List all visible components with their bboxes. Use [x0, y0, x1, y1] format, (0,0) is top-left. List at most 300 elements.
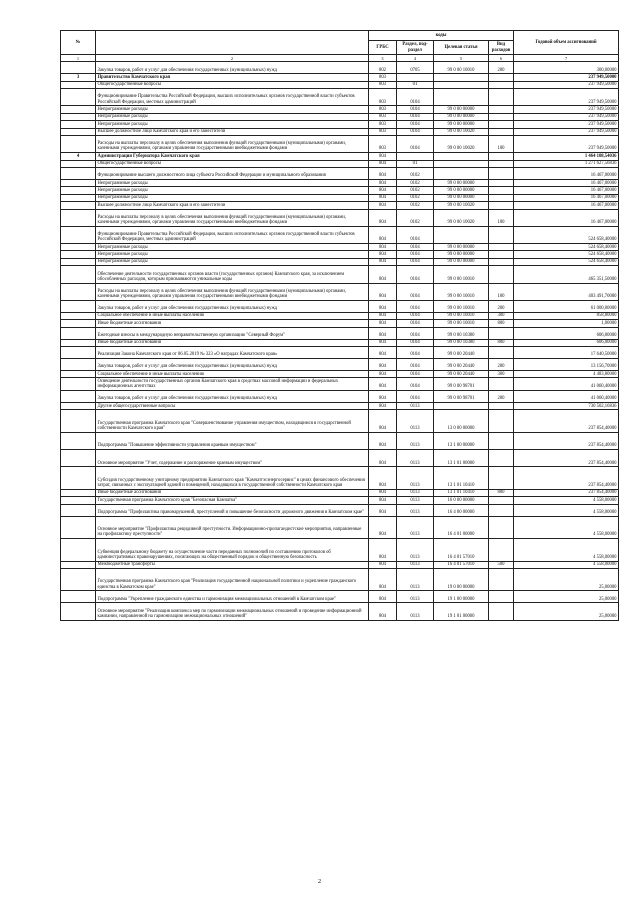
row-type — [489, 202, 514, 209]
row-name: Функционирование высшего должностного лица субъекта Российской Федерации и муниципального образования — [96, 168, 369, 180]
row-razdel: 0113 — [397, 568, 434, 591]
row-amount: 237 949,50000 — [514, 121, 619, 128]
row-target: 19 1 01 00000 — [434, 603, 489, 620]
row-number — [61, 432, 96, 449]
row-name: Обеспечение деятельности государственных органов власти (государственных органов) Камчатского края, за исключением обособленных расходов, которым присваиваются уникальные коды — [96, 266, 369, 283]
row-razdel: 0104 — [397, 121, 434, 128]
row-name: Другие общегосударственные вопросы — [96, 402, 369, 409]
row-amount: 16 467,00000 — [514, 202, 619, 209]
row-razdel: 0104 — [397, 390, 434, 402]
row-number — [61, 539, 96, 562]
row-type — [489, 327, 514, 339]
row-grbs: 803 — [369, 74, 397, 81]
row-type — [489, 516, 514, 539]
row-type — [489, 160, 514, 167]
row-target — [434, 168, 489, 180]
row-amount: 1 464 108,54036 — [514, 153, 619, 160]
row-number — [61, 402, 96, 409]
row-name: Непрограммные расходы — [96, 106, 369, 113]
row-type — [489, 244, 514, 251]
table-row — [61, 209, 619, 226]
row-amount: 237 949,50000 — [514, 74, 619, 81]
row-type: 800 — [489, 320, 514, 327]
row-razdel — [397, 74, 434, 81]
row-number — [61, 312, 96, 319]
row-grbs: 804 — [369, 180, 397, 187]
row-name: Закупка товаров, работ и услуг для обеспечения государственных (муниципальных) нужд — [96, 358, 369, 370]
row-type — [489, 89, 514, 106]
row-type: 100 — [489, 283, 514, 300]
row-target: 16 4 01 57010 — [434, 561, 489, 568]
row-name: Основное мероприятие "Учет, содержание и распоряжение краевым имуществом" — [96, 450, 369, 467]
row-number — [61, 209, 96, 226]
colnum: 7 — [514, 55, 619, 62]
table-row — [61, 89, 619, 106]
row-grbs: 804 — [369, 591, 397, 603]
row-amount: 237 949,50000 — [514, 81, 619, 88]
row-razdel: 0102 — [397, 209, 434, 226]
row-razdel: 0104 — [397, 113, 434, 120]
row-target: 99 0 00 10380 — [434, 327, 489, 339]
row-razdel: 0104 — [397, 370, 434, 377]
row-grbs: 804 — [369, 402, 397, 409]
row-type — [489, 603, 514, 620]
row-grbs: 804 — [369, 258, 397, 265]
row-number — [61, 266, 96, 283]
row-grbs: 803 — [369, 81, 397, 88]
row-type — [489, 187, 514, 194]
row-target: 99 0 00 10010 — [434, 320, 489, 327]
row-number — [61, 187, 96, 194]
row-number — [61, 106, 96, 113]
row-grbs: 803 — [369, 128, 397, 135]
row-name: Освещение деятельности государственных органов Камчатского края в средствах массовой информации и федеральных информационных агентствах — [96, 378, 369, 391]
table-row — [61, 516, 619, 539]
row-amount: 237 854,40000 — [514, 410, 619, 433]
row-number — [61, 113, 96, 120]
row-amount: 41 060,40000 — [514, 378, 619, 391]
row-name: Непрограммные расходы — [96, 258, 369, 265]
row-name: Высшее должностное лицо Камчатского края и его заместители — [96, 202, 369, 209]
row-razdel: 0104 — [397, 244, 434, 251]
row-grbs: 804 — [369, 283, 397, 300]
row-name: Государственная программа Камчатского края "Реализация государственной национальной политики и укрепление гражданского единства в Камчатском крае" — [96, 568, 369, 591]
table-row — [61, 339, 619, 346]
row-grbs: 804 — [369, 390, 397, 402]
row-amount: 237 949,50000 — [514, 128, 619, 135]
row-razdel: 0104 — [397, 378, 434, 391]
row-grbs: 804 — [369, 244, 397, 251]
table-row — [61, 497, 619, 504]
row-type — [489, 346, 514, 358]
row-number — [61, 450, 96, 467]
row-amount: 16 467,00000 — [514, 194, 619, 201]
row-number — [61, 135, 96, 152]
row-number — [61, 339, 96, 346]
row-name: Закупка товаров, работ и услуг для обеспечения государственных (муниципальных) нужд — [96, 300, 369, 312]
row-razdel: 0113 — [397, 504, 434, 516]
row-razdel: 0705 — [397, 62, 434, 74]
row-razdel — [397, 153, 434, 160]
row-target: 13 1 00 00000 — [434, 432, 489, 449]
row-amount: 4 483,80000 — [514, 370, 619, 377]
row-target: 99 0 00 00000 — [434, 251, 489, 258]
row-razdel: 0113 — [397, 467, 434, 490]
row-name: Ежегодные взносы в международную неправительственную организацию "Северный Форум" — [96, 327, 369, 339]
table-row — [61, 390, 619, 402]
row-target: 99 0 00 10020 — [434, 209, 489, 226]
row-grbs: 804 — [369, 539, 397, 562]
row-razdel: 0104 — [397, 89, 434, 106]
table-row — [61, 327, 619, 339]
table-row — [61, 81, 619, 88]
header-target: Целевая статья — [434, 41, 489, 55]
header-annual: Годовой объем ассигнований — [514, 31, 619, 55]
header-type: Вид расходов — [489, 41, 514, 55]
table-row — [61, 62, 619, 74]
header-grbs: ГРБС — [369, 41, 397, 55]
row-grbs: 803 — [369, 89, 397, 106]
row-type — [489, 74, 514, 81]
row-type — [489, 258, 514, 265]
row-target: 99 0 00 00000 — [434, 258, 489, 265]
row-number — [61, 378, 96, 391]
row-razdel: 0104 — [397, 327, 434, 339]
row-number — [61, 320, 96, 327]
row-number — [61, 603, 96, 620]
row-number — [61, 467, 96, 490]
row-name: Закупка товаров, работ и услуг для обеспечения государственных (муниципальных) нужд — [96, 390, 369, 402]
row-name: Расходы на выплаты персоналу в целях обеспечения выполнения функций государственными (муниципальными) органами, казенными учреждениями, органами управления государственными внебюджетными фондами — [96, 283, 369, 300]
row-razdel: 0104 — [397, 320, 434, 327]
colnum: 5 — [434, 55, 489, 62]
row-target: 99 0 00 20440 — [434, 358, 489, 370]
row-grbs: 804 — [369, 160, 397, 167]
row-razdel: 0104 — [397, 135, 434, 152]
row-number — [61, 202, 96, 209]
row-grbs: 804 — [369, 339, 397, 346]
row-razdel: 0102 — [397, 202, 434, 209]
row-amount: 524 658,40000 — [514, 244, 619, 251]
row-type — [489, 402, 514, 409]
row-target: 99 0 00 00000 — [434, 121, 489, 128]
row-razdel: 0104 — [397, 283, 434, 300]
row-grbs: 804 — [369, 358, 397, 370]
row-name: Иные бюджетные ассигнования — [96, 320, 369, 327]
row-type: 100 — [489, 135, 514, 152]
row-amount: 25,00000 — [514, 568, 619, 591]
row-amount: 61 000,00000 — [514, 300, 619, 312]
colnum: 4 — [397, 55, 434, 62]
row-grbs: 804 — [369, 266, 397, 283]
row-grbs: 804 — [369, 568, 397, 591]
row-type: 200 — [489, 390, 514, 402]
row-type — [489, 266, 514, 283]
row-razdel: 0113 — [397, 450, 434, 467]
table-row — [61, 358, 619, 370]
row-target: 19 1 00 00000 — [434, 591, 489, 603]
row-number — [61, 300, 96, 312]
row-type: 200 — [489, 300, 514, 312]
page-number: 2 — [317, 878, 322, 885]
row-number — [61, 504, 96, 516]
row-amount: 13 156,70000 — [514, 358, 619, 370]
row-name: Межбюджетные трансферты — [96, 561, 369, 568]
row-name: Закупка товаров, работ и услуг для обеспечения государственных (муниципальных) нужд — [96, 62, 369, 74]
row-name: Субсидия государственному унитарному предприятию Камчатского края "Камчатгэсэнергосервис" в целях финансового обеспечения затрат, связанных с эксплуатацией зданий и помещений, находящихся в государственной собственности Камчатского края — [96, 467, 369, 490]
table-row — [61, 153, 619, 160]
row-amount: 41 060,40000 — [514, 390, 619, 402]
colnum: 6 — [489, 55, 514, 62]
row-name: Функционирование Правительства Российской Федерации, высших исполнительных органов государственной власти субъектов Российской Федерации, местных администраций — [96, 89, 369, 106]
row-target: 99 0 00 10010 — [434, 62, 489, 74]
budget-table — [60, 30, 619, 621]
row-amount: 300,00000 — [514, 62, 619, 74]
row-target: 99 0 00 00000 — [434, 106, 489, 113]
row-type — [489, 226, 514, 243]
row-razdel: 0102 — [397, 168, 434, 180]
row-amount: 606,00000 — [514, 327, 619, 339]
row-amount: 524 658,40000 — [514, 226, 619, 243]
row-name: Социальное обеспечение и иные выплаты населению — [96, 370, 369, 377]
header-name — [96, 31, 369, 55]
row-razdel: 01 — [397, 81, 434, 88]
table-row — [61, 603, 619, 620]
row-grbs: 804 — [369, 410, 397, 433]
row-number — [61, 244, 96, 251]
table-row — [61, 432, 619, 449]
row-name: Социальное обеспечение и иные выплаты населению — [96, 312, 369, 319]
row-type — [489, 378, 514, 391]
row-type — [489, 153, 514, 160]
row-razdel: 0113 — [397, 591, 434, 603]
row-number — [61, 591, 96, 603]
row-grbs: 803 — [369, 106, 397, 113]
row-number — [61, 258, 96, 265]
table-row — [61, 266, 619, 283]
table-row — [61, 346, 619, 358]
row-type — [489, 410, 514, 433]
row-grbs: 804 — [369, 561, 397, 568]
row-name: Непрограммные расходы — [96, 180, 369, 187]
row-target: 16 4 01 57010 — [434, 539, 489, 562]
row-name: Субвенция федеральному бюджету на осуществление части переданных полномочий по составлению протоколов об административных правонарушениях, посягающих на общественный порядок и общественную безопасность — [96, 539, 369, 562]
row-number — [61, 516, 96, 539]
row-amount: 4 558,00000 — [514, 516, 619, 539]
table-row — [61, 539, 619, 562]
row-name: Непрограммные расходы — [96, 121, 369, 128]
row-name: Реализация Закона Камчатского края от 06.05.2019 № 323 «О наградах Камчатского края» — [96, 346, 369, 358]
row-amount: 25,00000 — [514, 591, 619, 603]
table-row — [61, 300, 619, 312]
row-amount: 16 467,00000 — [514, 180, 619, 187]
row-type — [489, 128, 514, 135]
row-razdel: 0113 — [397, 603, 434, 620]
row-number — [61, 283, 96, 300]
row-target: 99 0 00 00000 — [434, 194, 489, 201]
colnum: 2 — [96, 55, 369, 62]
row-type: 200 — [489, 62, 514, 74]
table-row — [61, 135, 619, 152]
row-razdel: 0113 — [397, 402, 434, 409]
row-grbs: 804 — [369, 194, 397, 201]
table-row — [61, 504, 619, 516]
row-name: Общегосударственные вопросы — [96, 81, 369, 88]
row-number — [61, 251, 96, 258]
row-name: Функционирование Правительства Российской Федерации, высших исполнительных органов государственной власти субъектов Российской Федерации, местных администраций — [96, 226, 369, 243]
row-amount: 237 949,50000 — [514, 113, 619, 120]
row-target: 99 0 00 10010 — [434, 283, 489, 300]
row-target: 99 0 00 98701 — [434, 378, 489, 391]
row-grbs: 804 — [369, 378, 397, 391]
row-name: Подпрограмма "Повышение эффективности управления краевым имуществом" — [96, 432, 369, 449]
header-razdel: Раздел, под-раздел — [397, 41, 434, 55]
row-target — [434, 160, 489, 167]
row-target: 13 1 01 10410 — [434, 489, 489, 496]
row-type: 100 — [489, 209, 514, 226]
row-razdel: 0104 — [397, 106, 434, 113]
row-name: Подпрограмма "Укрепление гражданского единства и гармонизация межнациональных отношений в Камчатском крае" — [96, 591, 369, 603]
header-number: № — [61, 31, 96, 55]
row-target: 16 4 00 00000 — [434, 504, 489, 516]
row-type — [489, 450, 514, 467]
row-name: Расходы на выплаты персоналу в целях обеспечения выполнения функций государственными (муниципальными) органами, казенными учреждениями, органами управления государственными внебюджетными фондами — [96, 135, 369, 152]
table-row — [61, 226, 619, 243]
row-target: 13 0 00 00000 — [434, 410, 489, 433]
row-grbs: 804 — [369, 603, 397, 620]
row-amount: 4 558,00000 — [514, 497, 619, 504]
row-name: Администрация Губернатора Камчатского края — [96, 153, 369, 160]
row-grbs: 804 — [369, 497, 397, 504]
table-row — [61, 410, 619, 433]
table-row — [61, 113, 619, 120]
row-type — [489, 251, 514, 258]
row-target: 99 0 00 10010 — [434, 266, 489, 283]
row-amount: 524 658,40000 — [514, 258, 619, 265]
row-amount: 858,80000 — [514, 312, 619, 319]
row-number — [61, 497, 96, 504]
row-amount: 4 558,00000 — [514, 561, 619, 568]
row-grbs: 804 — [369, 516, 397, 539]
row-target: 99 0 00 00000 — [434, 187, 489, 194]
table-row — [61, 74, 619, 81]
row-target: 99 0 00 00000 — [434, 180, 489, 187]
row-amount: 524 658,40000 — [514, 251, 619, 258]
row-type — [489, 121, 514, 128]
row-number — [61, 121, 96, 128]
row-target: 99 0 00 10010 — [434, 312, 489, 319]
table-row — [61, 467, 619, 490]
table-row — [61, 283, 619, 300]
row-amount: 237 854,40000 — [514, 432, 619, 449]
table-row — [61, 489, 619, 496]
row-amount: 237 949,50000 — [514, 106, 619, 113]
row-number — [61, 180, 96, 187]
row-amount: 237 854,40000 — [514, 467, 619, 490]
row-number — [61, 489, 96, 496]
row-amount: 237 854,40000 — [514, 489, 619, 496]
row-type: 300 — [489, 312, 514, 319]
row-type: 300 — [489, 370, 514, 377]
row-type — [489, 180, 514, 187]
row-name: Правительство Камчатского края — [96, 74, 369, 81]
table-row — [61, 258, 619, 265]
row-name: Непрограммные расходы — [96, 251, 369, 258]
row-amount: 465 351,50000 — [514, 266, 619, 283]
row-target — [434, 402, 489, 409]
row-name: Непрограммные расходы — [96, 244, 369, 251]
row-target: 99 0 00 20440 — [434, 346, 489, 358]
table-row — [61, 168, 619, 180]
row-number — [61, 370, 96, 377]
row-type — [489, 81, 514, 88]
row-target: 99 0 00 10020 — [434, 128, 489, 135]
table-row — [61, 561, 619, 568]
row-amount: 237 854,40000 — [514, 450, 619, 467]
row-amount: 1 271 627,56836 — [514, 160, 619, 167]
row-type — [489, 539, 514, 562]
row-grbs: 802 — [369, 62, 397, 74]
row-number — [61, 226, 96, 243]
table-row — [61, 378, 619, 391]
row-grbs: 804 — [369, 251, 397, 258]
row-target: 13 1 01 10410 — [434, 467, 489, 490]
row-razdel: 0102 — [397, 180, 434, 187]
row-amount: 606,00000 — [514, 339, 619, 346]
row-razdel: 0113 — [397, 497, 434, 504]
row-type: 200 — [489, 358, 514, 370]
row-grbs: 803 — [369, 121, 397, 128]
row-razdel: 0104 — [397, 300, 434, 312]
row-name: Иные бюджетные ассигнования — [96, 339, 369, 346]
row-razdel: 0113 — [397, 410, 434, 433]
table-row — [61, 194, 619, 201]
colnum: 1 — [61, 55, 96, 62]
row-amount: 1,00000 — [514, 320, 619, 327]
row-amount: 237 949,50000 — [514, 135, 619, 152]
row-grbs: 804 — [369, 450, 397, 467]
row-type — [489, 168, 514, 180]
row-razdel: 0113 — [397, 561, 434, 568]
row-amount: 403 491,70000 — [514, 283, 619, 300]
row-grbs: 803 — [369, 113, 397, 120]
row-target — [434, 153, 489, 160]
row-name: Непрограммные расходы — [96, 194, 369, 201]
row-type — [489, 467, 514, 490]
row-grbs: 804 — [369, 312, 397, 319]
table-row — [61, 128, 619, 135]
row-razdel: 0113 — [397, 516, 434, 539]
row-target — [434, 74, 489, 81]
table-row — [61, 160, 619, 167]
row-razdel: 0104 — [397, 128, 434, 135]
row-grbs: 804 — [369, 300, 397, 312]
row-name: Государственная программа Камчатского края "Безопасная Камчатка" — [96, 497, 369, 504]
row-number — [61, 168, 96, 180]
row-number — [61, 390, 96, 402]
row-number — [61, 81, 96, 88]
row-number — [61, 327, 96, 339]
row-number — [61, 561, 96, 568]
row-type: 800 — [489, 339, 514, 346]
row-target: 99 0 00 10010 — [434, 300, 489, 312]
row-type — [489, 432, 514, 449]
table-row — [61, 312, 619, 319]
row-razdel: 0104 — [397, 226, 434, 243]
row-number — [61, 410, 96, 433]
row-name: Государственная программа Камчатского края "Совершенствование управления имуществом, находящимся в государственной собственности Камчатского края" — [96, 410, 369, 433]
table-row — [61, 568, 619, 591]
